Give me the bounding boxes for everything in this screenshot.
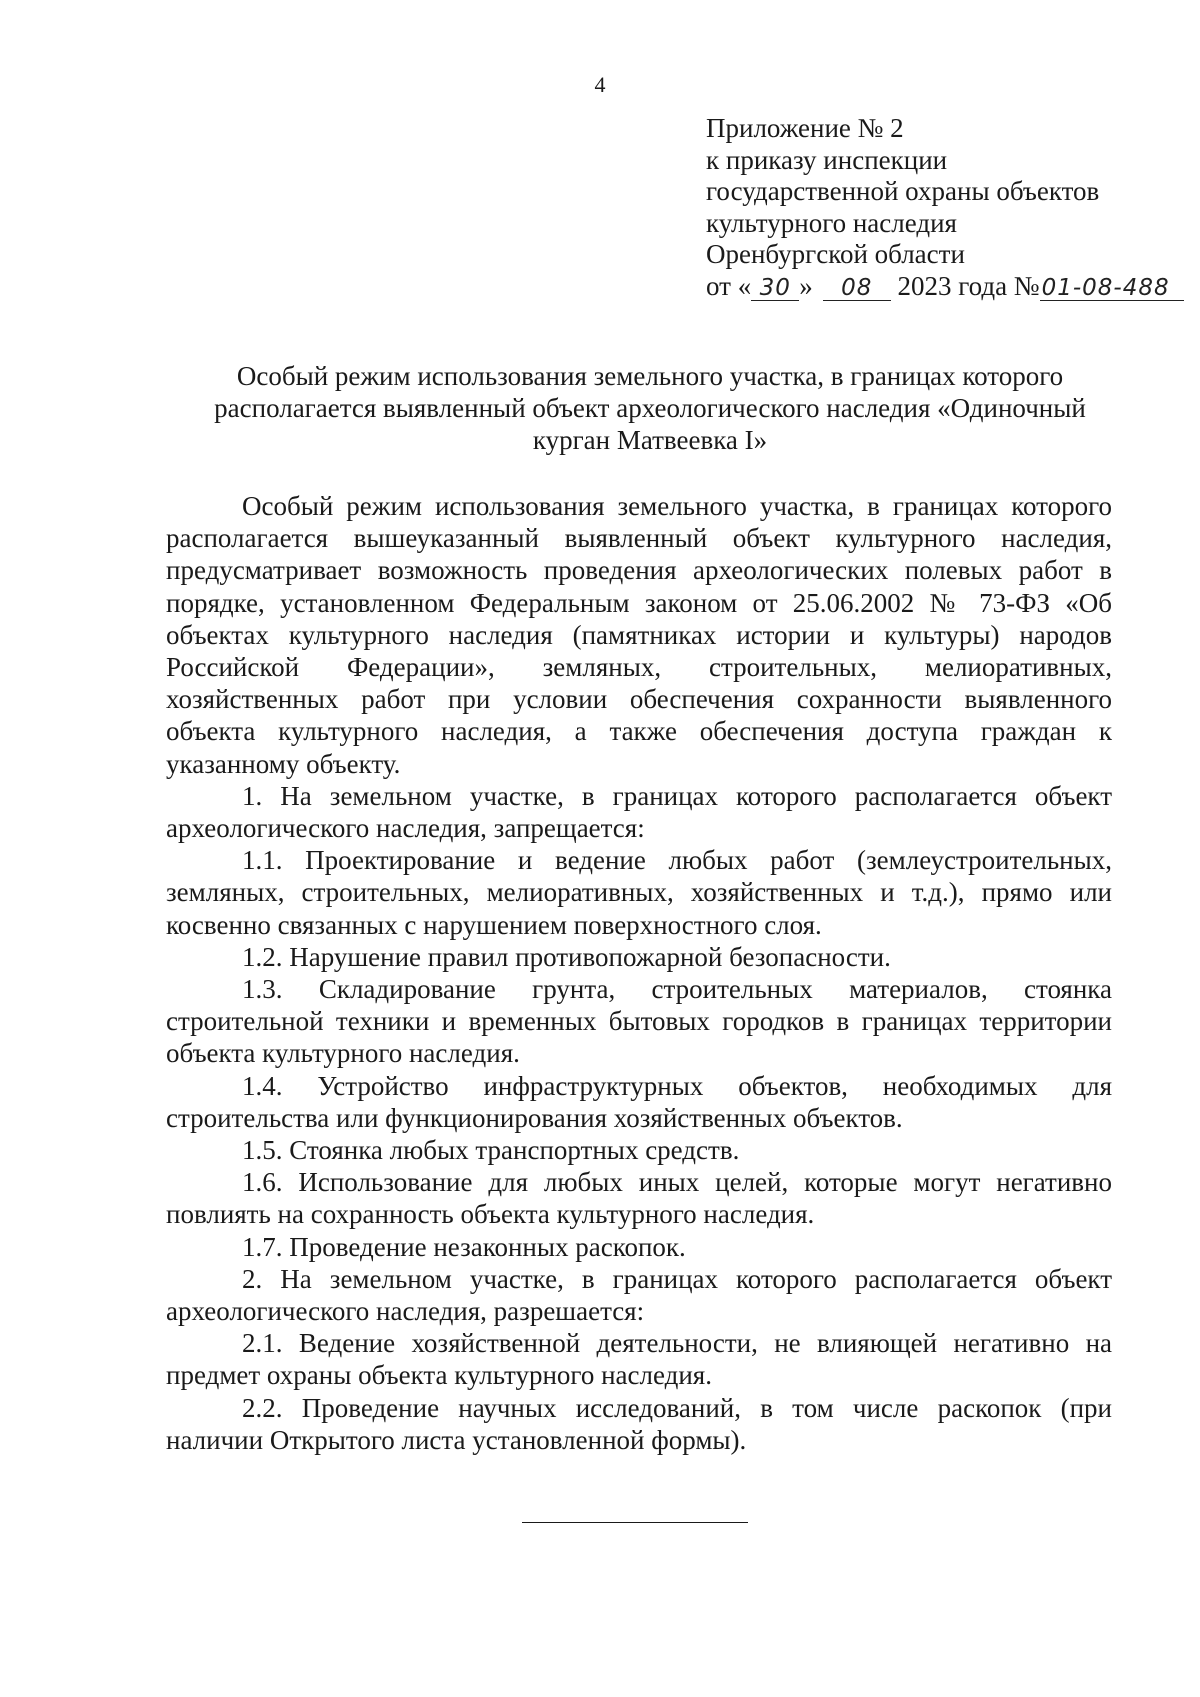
appendix-date-line — [706, 271, 1186, 303]
appendix-line: государственной охраны объектов — [706, 176, 1100, 206]
date-mid: » — [799, 270, 813, 301]
item-1-3: 1.3. Складирование грунта, строительных материалов, стоянка строительной техники и временных бытовых городков в границах территории объекта культурного наследия. — [166, 974, 1112, 1069]
item-1-1: 1.1. Проектирование и ведение любых работ (землеустроительных, земляных, строительных, мелиоративных, хозяйственных и т.д.), прямо или косвенно связанных с нарушением поверхностного слоя. — [166, 845, 1112, 940]
date-prefix: от « — [706, 270, 752, 301]
appendix-line: Оренбургской области — [706, 239, 965, 269]
title-line: располагается выявленный объект археологического наследия «Одиночный — [214, 393, 1086, 423]
document-title — [150, 360, 1150, 456]
title-line: Особый режим использования земельного участка, в границах которого — [236, 361, 1064, 391]
title-line: курган Матвеевка I» — [532, 425, 768, 455]
appendix-line: культурного наследия — [706, 207, 957, 238]
section-1: 1. На земельном участке, в границах которого располагается объект археологического наследия, запрещается: — [166, 780, 1112, 844]
appendix-header — [706, 113, 1186, 302]
item-1-2: 1.2. Нарушение правил противопожарной безопасности. — [242, 941, 891, 972]
intro-paragraph: Особый режим использования земельного участка, в границах которого располагается вышеуказанный выявленный объект культурного наследия, предусматривает возможность проведения археологических полевых работ в порядке, установленном Федеральным законом от 25.06.2002 № 73-ФЗ «Об объектах культурного наследия (памятниках истории и культуры) народов Российской Федерации», земляных, строительных, мелиоративных, хозяйственных работ при условии обеспечения сохранности выявленного объекта культурного наследия, а также обеспечения доступа граждан к указанному объекту. — [166, 491, 1112, 779]
appendix-line: к приказу инспекции — [706, 144, 948, 175]
item-1-4: 1.4. Устройство инфраструктурных объектов, необходимых для строительства или функционирования хозяйственных объектов. — [166, 1070, 1112, 1133]
item-1-7: 1.7. Проведение незаконных раскопок. — [242, 1231, 686, 1262]
item-2-2: 2.2. Проведение научных исследований, в том числе раскопок (при наличии Открытого листа установленной формы). — [166, 1392, 1112, 1455]
document-body — [166, 490, 1112, 1456]
item-1-5: 1.5. Стоянка любых транспортных средств. — [242, 1135, 740, 1166]
page-number: 4 — [594, 72, 606, 97]
handwritten-doc-number: 01-08-488 — [1040, 276, 1184, 301]
section-2: 2. На земельном участке, в границах которого располагается объект археологического наследия, разрешается: — [166, 1263, 1112, 1327]
date-year: 2023 года № — [897, 270, 1040, 301]
handwritten-month: 08 — [823, 276, 891, 301]
handwritten-day: 30 — [751, 276, 799, 301]
end-divider — [522, 1522, 748, 1523]
item-2-1: 2.1. Ведение хозяйственной деятельности, не влияющей негативно на предмет охраны объекта культурного наследия. — [166, 1328, 1112, 1391]
item-1-6: 1.6. Использование для любых иных целей, которые могут негативно повлиять на сохранность объекта культурного наследия. — [166, 1167, 1112, 1230]
appendix-title: Приложение № 2 — [706, 113, 904, 143]
